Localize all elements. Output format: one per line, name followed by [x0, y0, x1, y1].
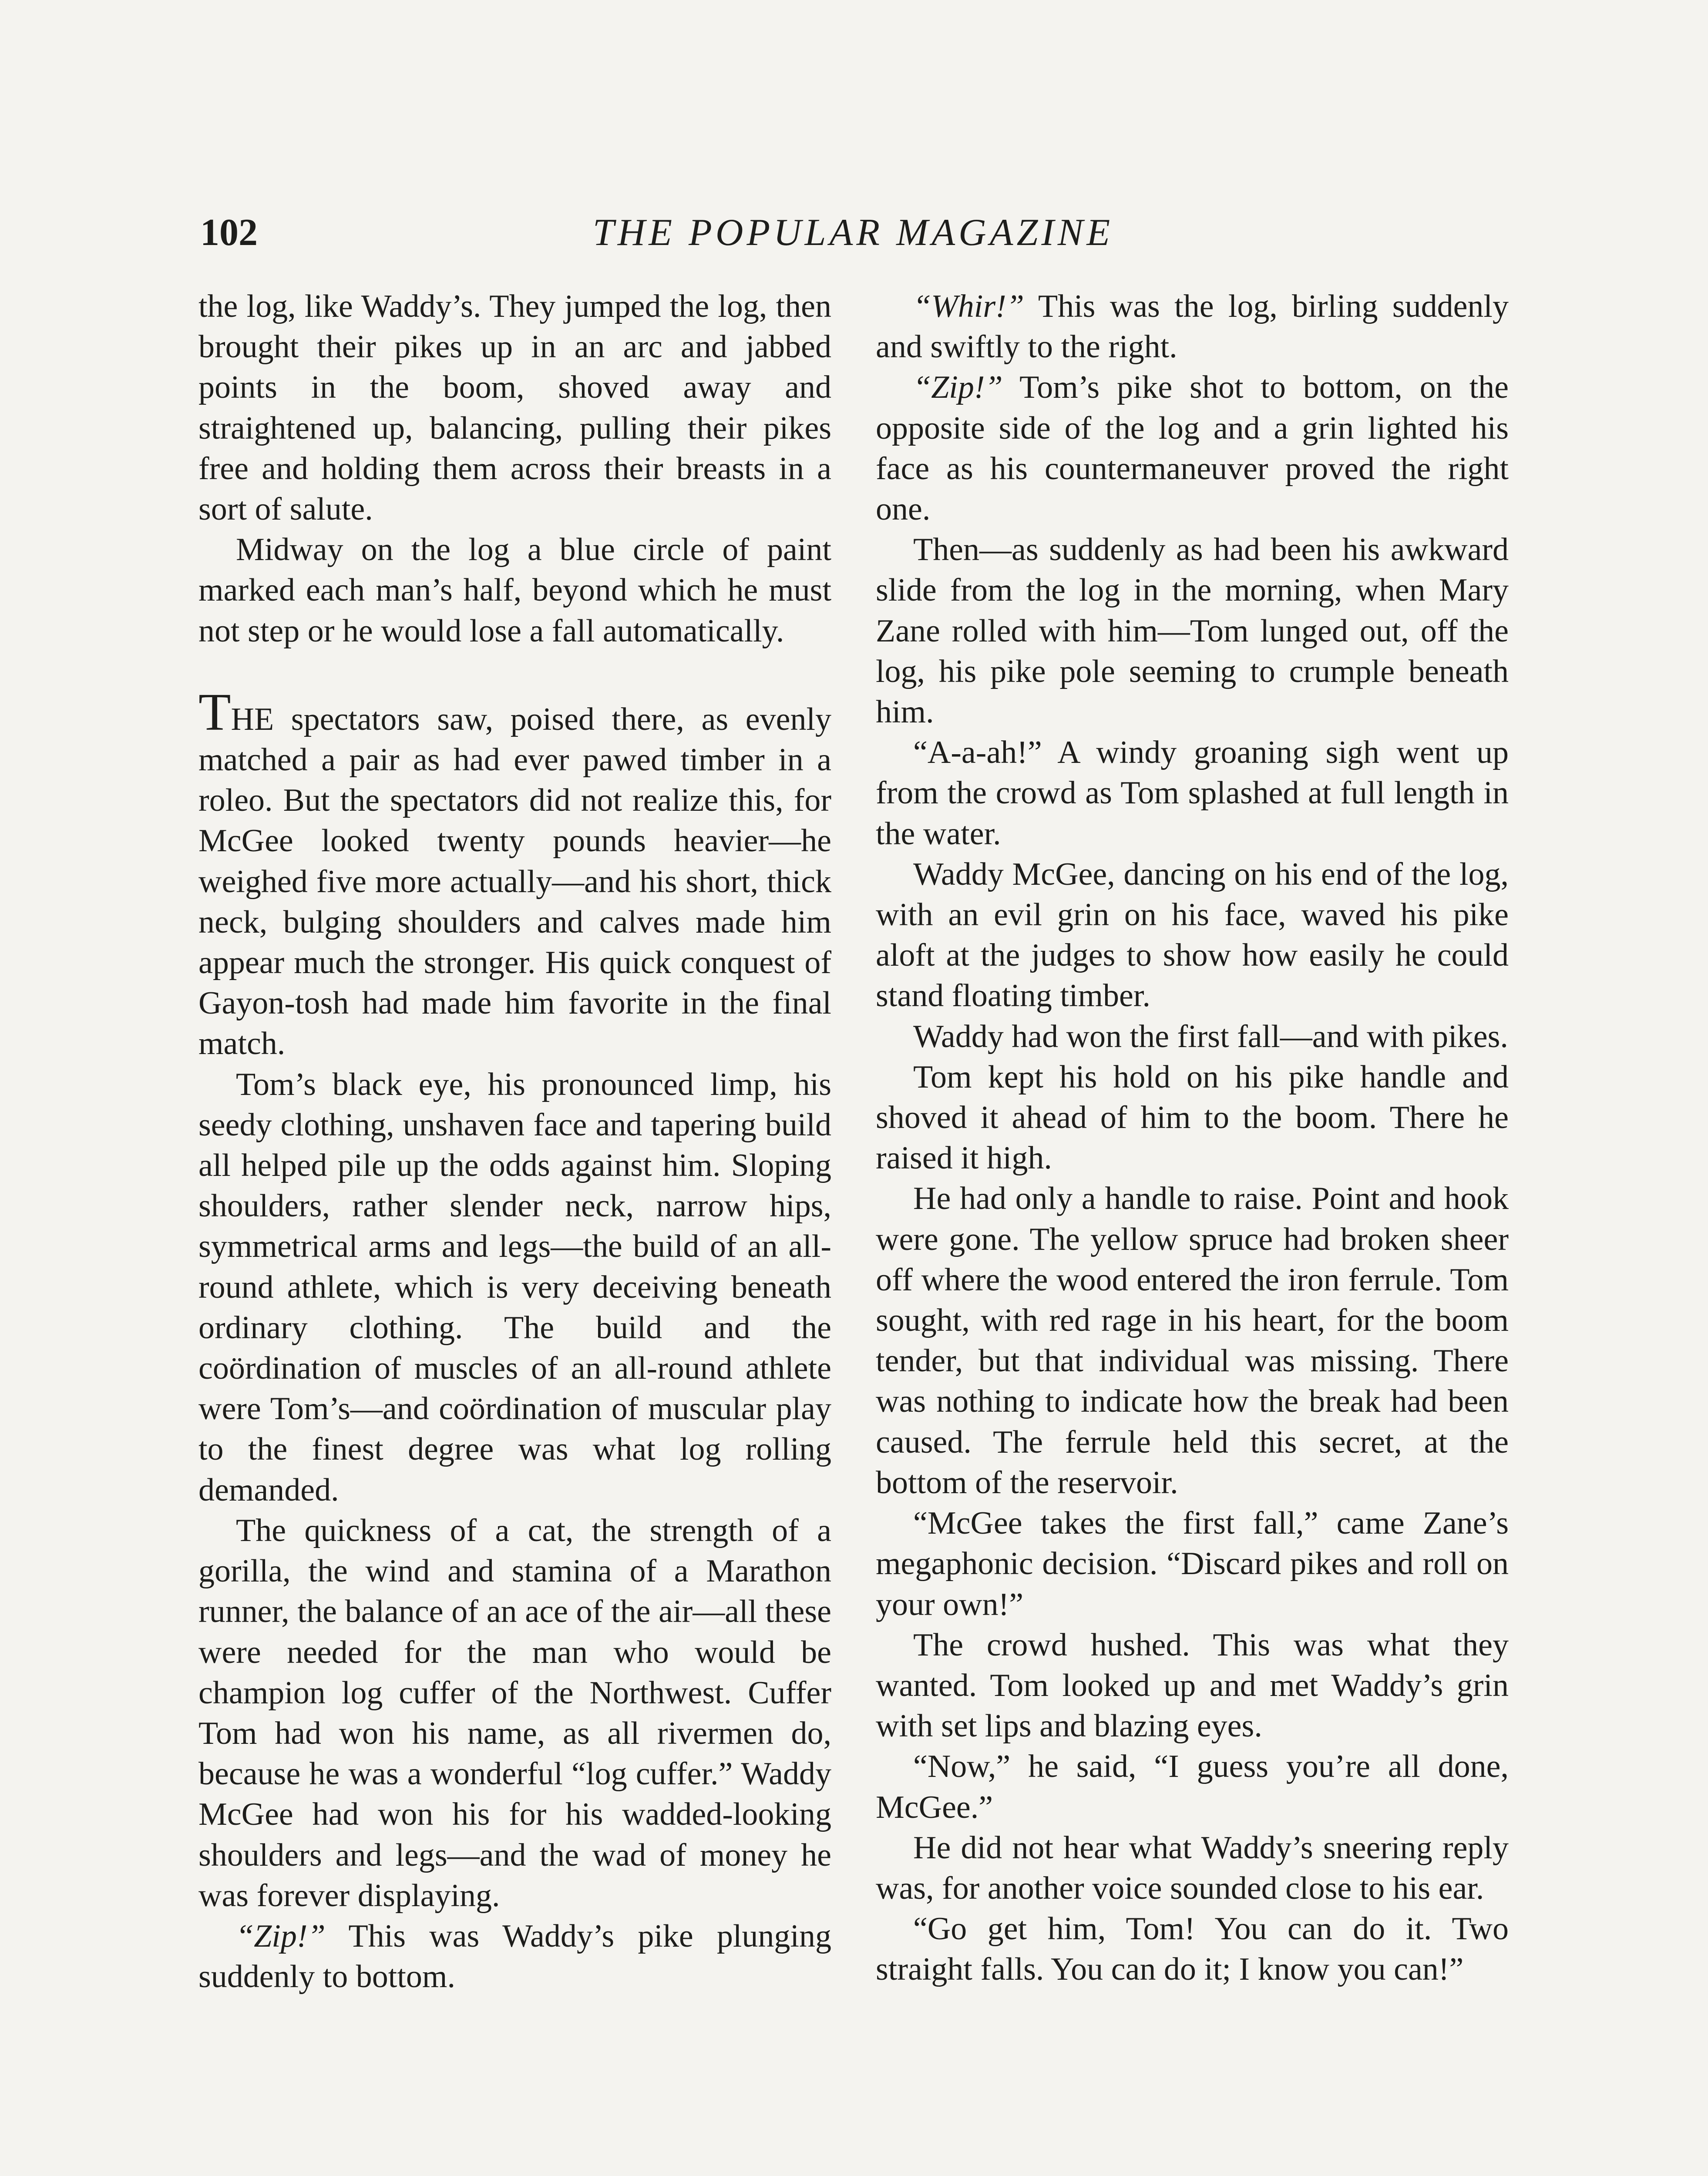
- paragraph-text: This was Waddy’s pike plunging suddenly to bottom.: [198, 1918, 831, 1995]
- paragraph: He had only a handle to raise. Point and hook were gone. The yellow spruce had broken sheer off where the wood entered the iron ferrule. Tom sought, with red rage in his heart, for the boom tender, but that individual was missing. There was nothing to indicate how the break had been caused. The ferrule held this secret, at the bottom of the reservoir.: [876, 1181, 1509, 1501]
- paragraph: [198, 1916, 831, 1997]
- paragraph: Waddy had won the first fall—and with pikes.: [913, 1018, 1508, 1054]
- paragraph: “A-a-ah!” A windy groaning sigh went up from the crowd as Tom splashed at full length in the water.: [876, 735, 1509, 852]
- paragraph: Tom’s black eye, his pronounced limp, his seedy clothing, unshaven face and tapering build all helped pile up the odds against him. Sloping shoulders, rather slender neck, narrow hips, symmetrical arms and legs—the build of an all-round athlete, which is very deceiving beneath ordinary clothing. The build and the coördination of muscles of an all-round athlete were Tom’s—and coördination of muscular play to the finest degree was what log rolling demanded.: [198, 1066, 831, 1508]
- left-column: [198, 286, 831, 1997]
- paragraph: Tom kept his hold on his pike handle and shoved it ahead of him to the boom. There he raised it high.: [876, 1059, 1509, 1176]
- sound-effect: “Whir!”: [913, 289, 1024, 324]
- right-column: [876, 286, 1509, 1990]
- sound-effect: “Zip!”: [913, 369, 1003, 406]
- page-header: [200, 205, 1506, 261]
- paragraph: Then—as suddenly as had been his awkward slide from the log in the morning, when Mary Zane rolled with him—Tom lunged out, off the log, his pike pole seeming to crumple beneath him.: [876, 532, 1509, 730]
- running-title: THE POPULAR MAGAZINE: [592, 212, 1114, 254]
- paragraph: The quickness of a cat, the strength of a gorilla, the wind and stamina of a Marathon runner, the balance of an ace of the air—all these were needed for the man who would be champion log cuffer of the Northwest. Cuffer Tom had won his name, as all rivermen do, because he was a wonderful “log cuffer.” Waddy McGee had won his for his wadded-looking shoulders and legs—and the wad of money he was forever displaying.: [198, 1512, 831, 1914]
- paragraph-text: Tom’s pike shot to bottom, on the opposite side of the log and a grin lighted his face as his countermaneuver proved the right one.: [876, 369, 1509, 527]
- paragraph: “Go get him, Tom! You can do it. Two straight falls. You can do it; I know you can!”: [876, 1911, 1509, 1988]
- paragraph-text: This was the log, birling suddenly and swiftly to the right.: [876, 289, 1509, 365]
- paragraph: [876, 286, 1509, 367]
- section-break: [198, 651, 831, 692]
- paragraph: the log, like Waddy’s. They jumped the log, then brought their pikes up in an arc and jabbed points in the boom, shoved away and straightened up, balancing, pulling their pikes free and holding them across their breasts in a sort of salute.: [198, 289, 831, 527]
- paragraph: [876, 367, 1509, 530]
- paragraph: Waddy McGee, dancing on his end of the log, with an evil grin on his face, waved his pike aloft at the judges to show how easily he could stand floating timber.: [876, 856, 1509, 1014]
- paragraph: [198, 682, 831, 1064]
- paragraph: “McGee takes the first fall,” came Zane’s megaphonic decision. “Discard pikes and roll on your own!”: [876, 1505, 1509, 1622]
- sound-effect: “Zip!”: [236, 1918, 326, 1954]
- drop-cap: T: [198, 682, 231, 742]
- paragraph: Midway on the log a blue circle of paint marked each man’s half, beyond which he must not step or he would lose a fall automatically.: [198, 532, 831, 649]
- paragraph: The crowd hushed. This was what they wanted. Tom looked up and met Waddy’s grin with set lips and blazing eyes.: [876, 1627, 1509, 1744]
- paragraph-text: HE spectators saw, poised there, as evenly matched a pair as had ever pawed timber in a roleo. But the spectators did not realize this, for McGee looked twenty pounds heavier—he weighed five more actually—and his short, thick neck, bulging shoulders and calves made him appear much the stronger. His quick conquest of Gayon-tosh had made him favorite in the final match.: [198, 701, 831, 1062]
- page-number: 102: [200, 212, 258, 254]
- paragraph: “Now,” he said, “I guess you’re all done, McGee.”: [876, 1749, 1509, 1825]
- paragraph: He did not hear what Waddy’s sneering reply was, for another voice sounded close to his ear.: [876, 1830, 1509, 1906]
